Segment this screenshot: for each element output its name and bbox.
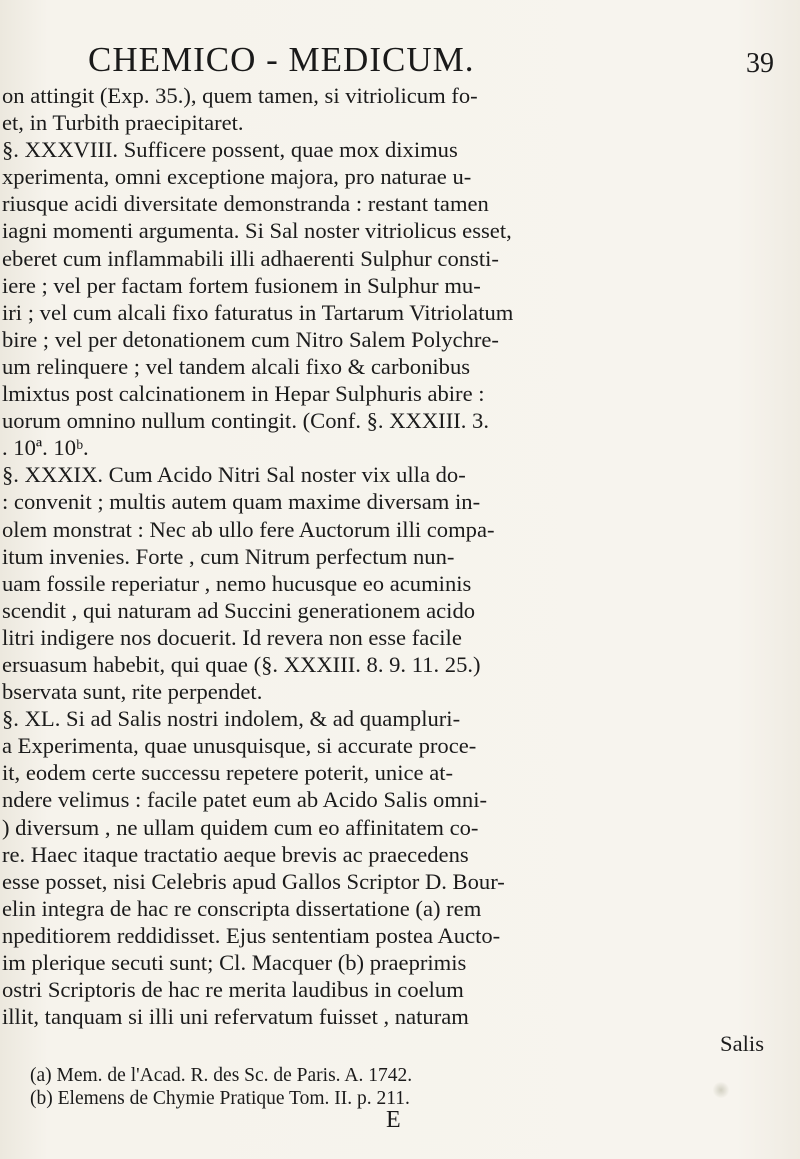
text-line: bire ; vel per detonationem cum Nitro Salem Polychre- — [2, 326, 499, 352]
text-line: iri ; vel cum alcali fixo faturatus in Tartarum Vitriolatum — [2, 299, 514, 325]
text-line: um relinquere ; vel tandem alcali fixo & carbonibus — [2, 353, 471, 379]
text-line: re. Haec itaque tractatio aeque brevis ac praecedens — [2, 841, 469, 867]
text-line: iere ; vel per factam fortem fusionem in Sulphur mu- — [2, 272, 481, 298]
ink-smudge — [712, 1082, 730, 1098]
text-line: iagni momenti argumenta. Si Sal noster vitriolicus esset, — [2, 218, 512, 244]
text-line: ersuasum habebit, qui quae (§. XXXIII. 8. 9. 11. 25.) — [2, 651, 481, 677]
text-line: riusque acidi diversitate demonstranda : restant tamen — [2, 191, 489, 217]
text-line: uam fossile reperiatur , nemo hucusque eo acuminis — [2, 570, 472, 596]
text-line: im plerique secuti sunt; Cl. Macquer (b) praeprimis — [2, 950, 467, 975]
running-head: CHEMICO - MEDICUM. — [88, 40, 475, 79]
text-line: elin integra de hac re conscripta dissertatione (a) rem — [2, 895, 482, 921]
text-line: §. XXXVIII. Sufficere possent, quae mox diximus — [2, 137, 458, 163]
footnote-b: (b) Elemens de Chymie Pratique Tom. II. p. 211. — [30, 1088, 410, 1109]
text-line: xperimenta, omni exceptione majora, pro naturae u- — [2, 164, 472, 190]
text-line: a Experimenta, quae unusquisque, si accurate proce- — [2, 733, 477, 759]
text-line: illit, tanquam si illi uni refervatum fuisset , naturam — [2, 1004, 469, 1030]
text-line: lmixtus post calcinationem in Hepar Sulphuris abire : — [2, 381, 485, 407]
footnotes — [0, 1064, 782, 1110]
text-line: bservata sunt, rite perpendet. — [2, 679, 263, 705]
text-line: ndere velimus : facile patet eum ab Acido Salis omni- — [2, 787, 488, 813]
page-number: 39 — [746, 48, 774, 79]
body-text — [0, 82, 782, 1057]
text-line: esse posset, nisi Celebris apud Gallos Scriptor D. Bour- — [2, 868, 505, 894]
text-line: eberet cum inflammabili illi adhaerenti Sulphur consti- — [2, 245, 499, 271]
page-header — [0, 40, 800, 80]
text-line: itum invenies. Forte , cum Nitrum perfectum nun- — [2, 543, 455, 569]
text-line: on attingit (Exp. 35.), quem tamen, si vitriolicum fo- — [2, 83, 478, 108]
catchword: Salis — [720, 1031, 764, 1057]
text-line: ostri Scriptoris de hac re merita laudibus in coelum — [2, 977, 464, 1003]
footnote-a: (a) Mem. de l'Acad. R. des Sc. de Paris. A. 1742. — [30, 1065, 413, 1086]
signature-mark: E — [386, 1107, 401, 1133]
text-line: olem monstrat : Nec ab ullo fere Auctorum illi compa- — [2, 516, 495, 542]
text-line: ) diversum , ne ullam quidem cum eo affinitatem co- — [2, 814, 479, 840]
text-line: npeditiorem reddidisset. Ejus sententiam postea Aucto- — [2, 922, 501, 948]
text-line: scendit , qui naturam ad Succini generationem acido — [2, 597, 476, 623]
text-line: . 10ª. 10ᵇ. — [2, 435, 89, 461]
text-line: et, in Turbith praecipitaret. — [2, 110, 244, 136]
text-line: §. XXXIX. Cum Acido Nitri Sal noster vix ulla do- — [2, 462, 466, 488]
text-line: uorum omnino nullum contingit. (Conf. §. XXXIII. 3. — [2, 408, 489, 434]
text-line: §. XL. Si ad Salis nostri indolem, & ad quampluri- — [2, 706, 461, 732]
text-line: litri indigere nos docuerit. Id revera non esse facile — [2, 624, 462, 650]
text-line: it, eodem certe successu repetere poterit, unice at- — [2, 760, 454, 786]
text-line: : convenit ; multis autem quam maxime diversam in- — [2, 489, 481, 515]
